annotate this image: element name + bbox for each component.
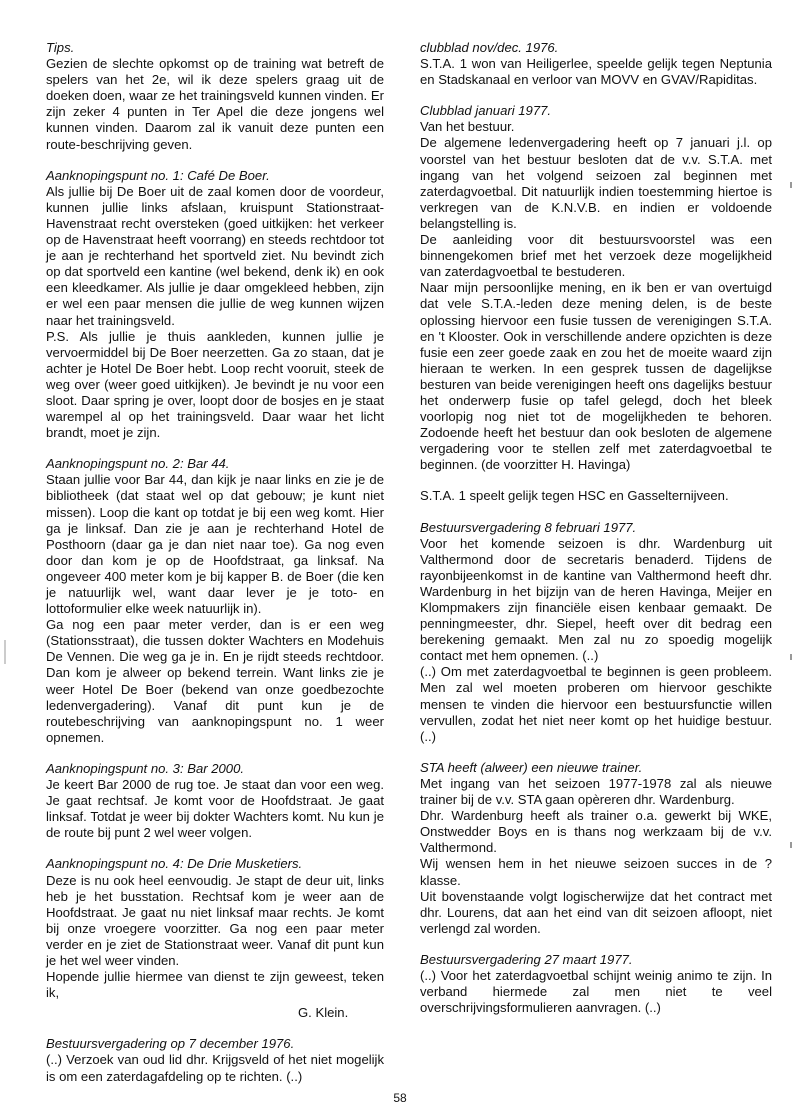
paragraph: (..) Verzoek van oud lid dhr. Krijgsveld of het niet mogelijk is om een zaterdagafdeling op te richten. (..) [46,1052,384,1084]
page-number: 58 [393,1091,407,1105]
paragraph: Met ingang van het seizoen 1977-1978 zal als nieuwe trainer bij de v.v. STA gaan opèreren dhr. Wardenburg. [420,775,772,808]
section-heading: Aanknopingspunt no. 1: Café De Boer. [46,167,270,183]
paragraph: S.T.A. 1 won van Heiligerlee, speelde gelijk tegen Neptunia en Stadskanaal en verloor van MOVV en GVAV/Rapiditas. [420,56,772,88]
paragraph: De algemene ledenvergadering heeft op 7 januari j.l. op voorstel van het bestuur besloten dat de v.v. S.T.A. met ingang van het volgend seizoen zal beginnen met zaterdagvoetbal. Dit natuurlijk indien toestemming hiertoe is verkregen van de K.N.V.B. en indien er voldoende belangstelling is. [420,135,772,231]
section-heading: Bestuursvergadering 8 februari 1977. [420,519,637,535]
article-section [420,760,772,937]
article-section [46,1036,384,1084]
section-heading: Clubblad januari 1977. [420,103,552,119]
article-section [420,488,772,504]
paragraph: De aanleiding voor dit bestuursvoorstel was een binnengekomen brief met het verzoek deze mogelijkheid van zaterdagvoetbal te bestuderen. [420,232,772,280]
section-heading: STA heeft (alweer) een nieuwe trainer. [420,759,643,775]
paragraph: Ga nog een paar meter verder, dan is er een weg (Stationsstraat), die tussen dokter Wachters en Modehuis De Vennen. Die weg ga je in. En je rijdt steeds rechtdoor. Dan kom je alweer op bekend terrein. Want links zie je weer Hotel De Boer (bekend van onze goedbezochte ledenvergadering). Vanaf dit punt kun je de routebeschrijving van aanknopingspunt no. 1 weer opnemen. [46,617,384,745]
article-section [46,456,384,746]
paragraph: (..) Voor het zaterdagvoetbal schijnt weinig animo te zijn. In verband hiermede zal men niet te veel overschrijvingsformulieren aanvragen. (..) [420,967,772,1016]
section-heading: Bestuursvergadering 27 maart 1977. [420,951,633,967]
section-heading: Aanknopingspunt no. 2: Bar 44. [46,456,230,472]
paragraph: (..) Om met zaterdagvoetbal te beginnen is geen probleem. Men zal wel moeten proberen om hiervoor geschikte mensen te vinden die hiervoor een bestuursfunctie willen vervullen, zodat het niet neer komt op het huidige bestuur. (..) [420,664,772,744]
paragraph: S.T.A. 1 speelt gelijk tegen HSC en Gasselternijveen. [420,488,729,504]
paragraph: Van het bestuur. [420,119,515,135]
article-section [420,103,772,473]
section-heading: Aanknopingspunt no. 4: De Drie Musketiers. [46,856,303,872]
paragraph: Gezien de slechte opkomst op de training wat betreft de spelers van het 2e, wil ik deze spelers graag uit de doeken doen, waar ze het trainingsveld kunnen vinden. Er zijn zeker 4 punten in Ter Apel die deze jongens wel kunnen vinden. Daarom zal ik vanuit deze punten een route-beschrijving geven. [46,56,384,152]
paragraph: Wij wensen hem in het nieuwe seizoen succes in de ? klasse. [420,856,772,888]
paragraph: P.S. Als jullie je thuis aankleden, kunnen jullie je vervoermiddel bij De Boer neerzetten. Ga zo staan, dat je achter je Hotel De Boer hebt. Loop recht vooruit, steek de weg over (weer goed uitkijken). Je bevindt je nu voor een sloot. Daar spring je over, loopt door de bosjes en je staat warempel al op het trainingsveld. Daar waar het licht brandt, moet je zijn. [46,328,384,441]
scan-edge-mark [4,640,6,664]
section-heading: Aanknopingspunt no. 3: Bar 2000. [46,760,245,776]
scan-edge-mark [790,654,792,660]
paragraph: Je keert Bar 2000 de rug toe. Je staat dan voor een weg. Je gaat rechtsaf. Je komt voor de Hoofdstraat. Je gaat linksaf. Totdat je weer bij dokter Wachters komt. Nu kun je de route bij punt 2 wel weer volgen. [46,777,384,841]
section-heading: Bestuursvergadering op 7 december 1976. [46,1036,295,1052]
article-section [46,40,384,153]
article-section [420,952,772,1016]
article-section [46,761,384,841]
paragraph: Voor het komende seizoen is dhr. Wardenburg uit Valthermond door de secretaris benaderd. Tijdens de rayonbijeenkomst in de kantine van Valthermond heeft dhr. Wardenburg in het bijzijn van de heren Havinga, Meijer en Klompmakers zijn financiële eisen kenbaar gemaakt. De penningmeester, dhr. Siepel, heeft over dit bedrag een berekening gemaakt. Men zal nu zo spoedig mogelijk contact met hem opnemen. (..) [420,535,772,664]
section-heading: Tips. [46,40,75,55]
left-column [46,40,384,1100]
paragraph: Staan jullie voor Bar 44, dan kijk je naar links en zie je de bibliotheek (dat staat wel op dat gebouw; je kunt niet missen). Loop die kant op totdat je bij een weg komt. Hier ga je linksaf. Dan zie je aan je rechterhand Hotel de Posthoorn (daar ga je dan niet naar toe). Ga nog even door dan kom je op de Hoofdstraat, ga linksaf. Na ongeveer 400 meter kom je bij kapper B. de Boer (die ken je natuurlijk wel, want daar lever je je toto- en lottoformulier elke week natuurlijk in). [46,472,384,617]
scan-edge-mark [790,182,792,188]
paragraph: Naar mijn persoonlijke mening, en ik ben er van overtuigd dat vele S.T.A.-leden deze mening delen, is de beste oplossing hiervoor een fusie tussen de verenigingen S.T.A. en 't Klooster. Ook in verschillende andere opzichten is deze fusie een zeer goede zaak en zou het de moeite waard zijn hieraan te werken. In een gesprek tussen de dagelijkse besturen van beide verenigingen heeft ons dagelijks bestuur het onderwerp fusie op tafel gelegd, doch het bleek voorlopig nog niet tot de mogelijkheden te behoren. Zodoende heeft het bestuur dan ook besloten de algemene vergadering voor te stellen zelf met zaterdagvoetbal te beginnen. (de voorzitter H. Havinga) [420,280,772,473]
article-section [46,856,384,1021]
paragraph: Als jullie bij De Boer uit de zaal komen door de voordeur, kunnen jullie links afslaan, kruispunt Stationstraat-Havenstraat recht oversteken (goed uitkijken: het verkeer op de Havenstraat heeft voorrang) en steeds rechtdoor tot je aan je rechterhand het sportveld ziet. Nu bevindt zich op dat sportveld een kantine (wel bekend, denk ik) en ook een kleedkamer. Als jullie je daar omgekleed hebben, zijn er wel een paar mensen die jullie de weg kunnen wijzen naar het trainingsveld. [46,183,384,328]
paragraph: Hopende jullie hiermee van dienst te zijn geweest, teken ik, [46,969,384,1001]
scan-edge-mark [790,842,792,848]
article-section [420,520,772,745]
paragraph: Deze is nu ook heel eenvoudig. Je stapt de deur uit, links heb je het busstation. Rechtsaf kom je weer aan de Hoofdstraat. Je gaat nu niet linksaf maar rechts. Je komt bij onze vroegere voorzitter. Ga nog een paar meter verder en je ziet de Stationstraat weer. Vanaf dit punt kun je het wel weer vinden. [46,872,384,968]
right-column [420,40,772,1031]
signature: G. Klein. [298,1005,349,1021]
section-heading: clubblad nov/dec. 1976. [420,40,559,55]
article-section [420,40,772,88]
paragraph: Dhr. Wardenburg heeft als trainer o.a. gewerkt bij WKE, Onstwedder Boys en is thans nog werkzaam bij de v.v. Valthermond. [420,808,772,856]
article-section [46,168,384,442]
paragraph: Uit bovenstaande volgt logischerwijze dat het contract met dhr. Lourens, dat aan het eind van dit seizoen afloopt, niet verlengd zal worden. [420,888,772,936]
